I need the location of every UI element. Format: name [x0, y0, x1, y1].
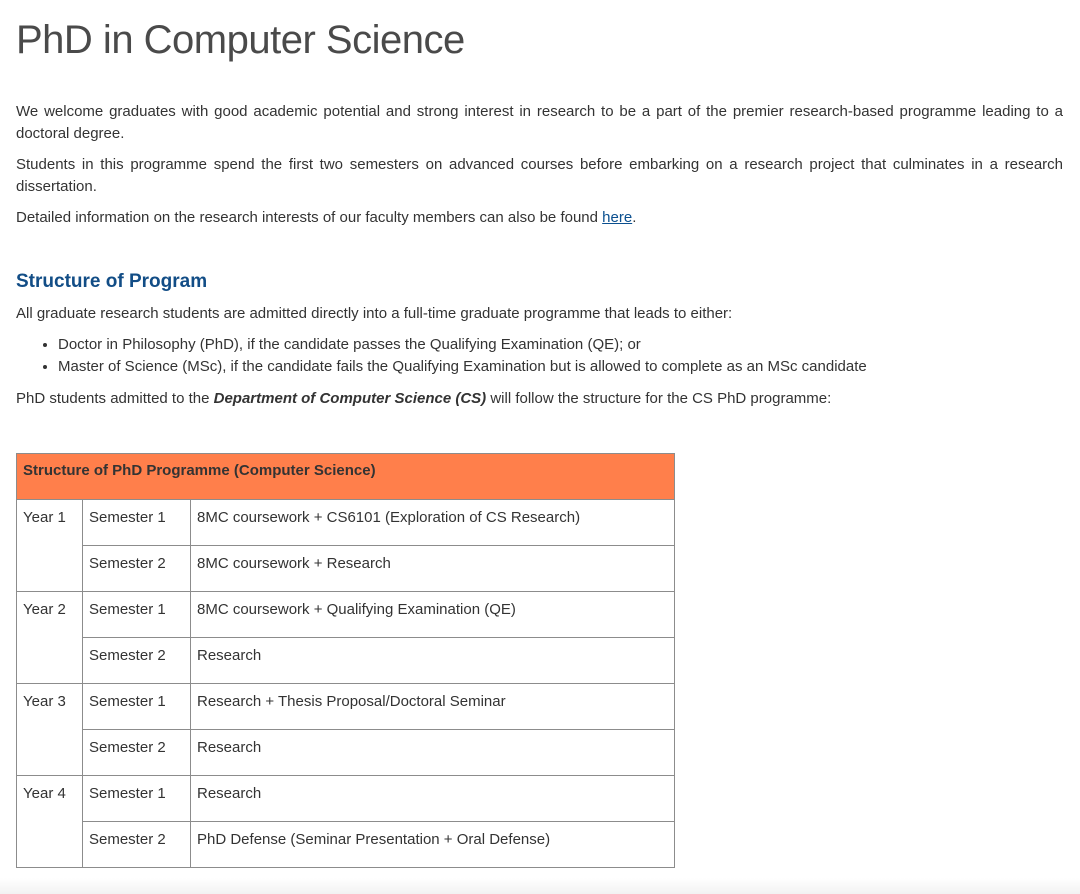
year-cell: Year 4 — [17, 776, 83, 868]
content-cell: Research + Thesis Proposal/Doctoral Seminar — [191, 684, 675, 730]
semester-cell: Semester 1 — [83, 684, 191, 730]
table-row — [17, 776, 675, 822]
content-cell: 8MC coursework + CS6101 (Exploration of CS Research) — [191, 500, 675, 546]
follow-text-end: will follow the structure for the CS PhD programme: — [486, 390, 832, 407]
year-cell: Year 2 — [17, 592, 83, 684]
structure-follow-text — [16, 388, 831, 410]
content-cell: 8MC coursework + Research — [191, 546, 675, 592]
semester-cell: Semester 2 — [83, 730, 191, 776]
table-header: Structure of PhD Programme (Computer Science) — [17, 454, 675, 500]
structure-intro-text: All graduate research students are admitted directly into a full-time graduate programme that leads to either: — [16, 305, 733, 322]
content-cell: Research — [191, 730, 675, 776]
year-cell: Year 1 — [17, 500, 83, 592]
table-row — [17, 638, 675, 684]
semester-cell: Semester 1 — [83, 500, 191, 546]
content-cell: Research — [191, 776, 675, 822]
year-cell: Year 3 — [17, 684, 83, 776]
intro-paragraph-3 — [16, 207, 1063, 229]
list-item: • Master of Science (MSc), if the candidate fails the Qualifying Examination but is allowed to complete as an MSc candidate — [58, 356, 1058, 378]
semester-cell: Semester 2 — [83, 638, 191, 684]
table-row — [17, 546, 675, 592]
intro-section — [16, 101, 1063, 238]
content-cell: PhD Defense (Seminar Presentation + Oral Defense) — [191, 822, 675, 868]
intro-paragraph-2: Students in this programme spend the first two semesters on advanced courses before embarking on a research project that culminates in a research dissertation. — [16, 156, 1063, 195]
semester-cell: Semester 2 — [83, 822, 191, 868]
table-row — [17, 684, 675, 730]
list-item: • Doctor in Philosophy (PhD), if the candidate passes the Qualifying Examination (QE); or — [58, 334, 1058, 356]
intro-paragraph-3-end: . — [632, 209, 637, 226]
outcomes-list — [16, 334, 1058, 377]
follow-text-start: PhD students admitted to the — [16, 390, 214, 407]
department-name: Department of Computer Science (CS) — [213, 390, 487, 407]
intro-paragraph-3-text: Detailed information on the research interests of our faculty members can also be found — [16, 209, 603, 226]
programme-structure-table — [16, 453, 675, 868]
semester-cell: Semester 1 — [83, 776, 191, 822]
table-row — [17, 500, 675, 546]
content-cell: 8MC coursework + Qualifying Examination (QE) — [191, 592, 675, 638]
content-cell: Research — [191, 638, 675, 684]
table-row — [17, 822, 675, 868]
table-row — [17, 730, 675, 776]
structure-heading: Structure of Program — [16, 271, 208, 292]
semester-cell: Semester 1 — [83, 592, 191, 638]
page-bottom-edge — [0, 878, 1080, 894]
semester-cell: Semester 2 — [83, 546, 191, 592]
table-row — [17, 592, 675, 638]
faculty-research-link[interactable]: here — [602, 209, 633, 226]
intro-paragraph-1: We welcome graduates with good academic potential and strong interest in research to be a part of the premier research-based programme leading to a doctoral degree. — [16, 103, 1063, 142]
page-title: PhD in Computer Science — [16, 18, 465, 62]
